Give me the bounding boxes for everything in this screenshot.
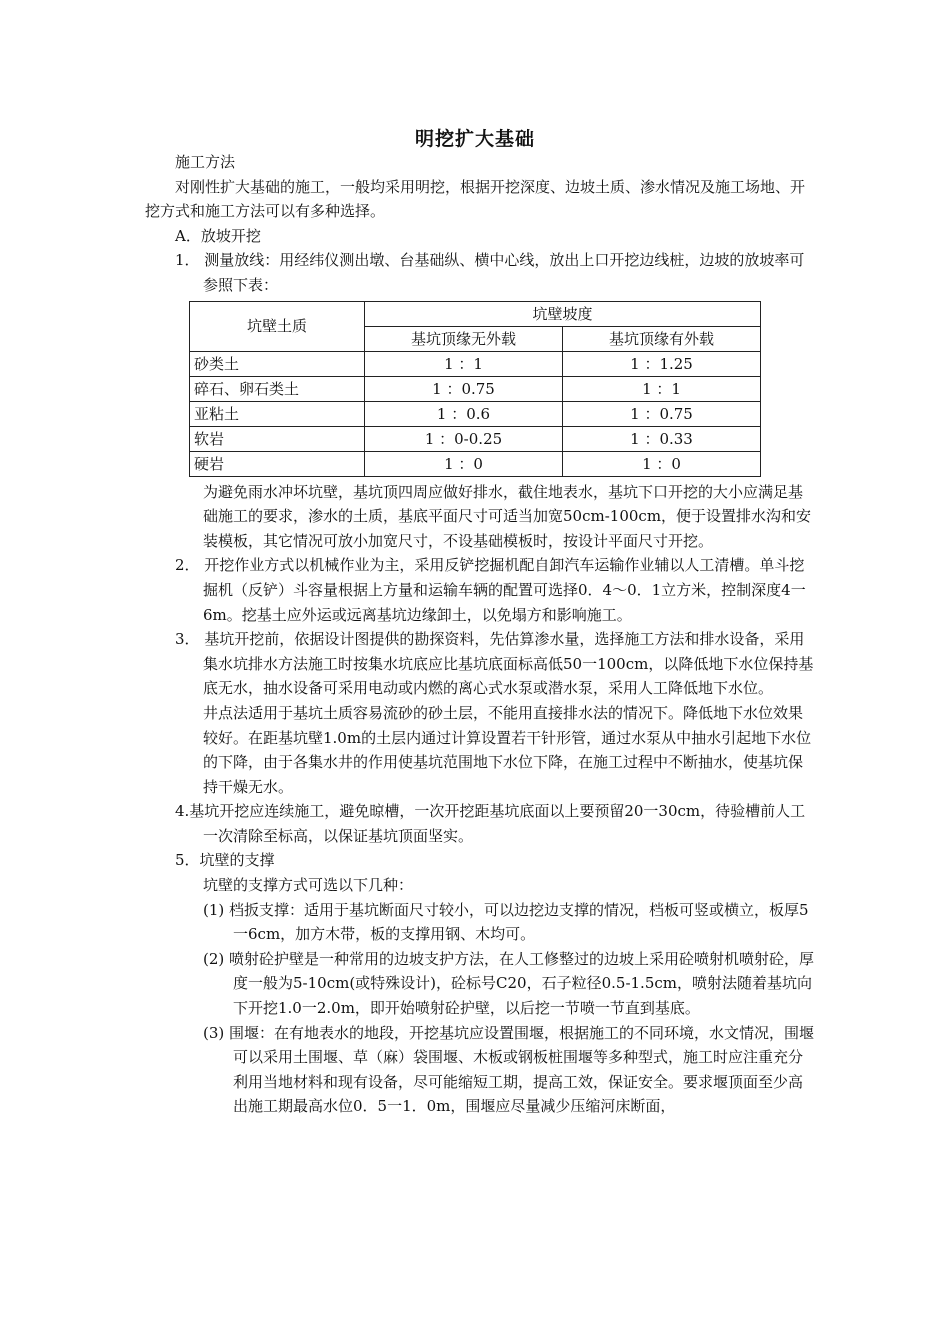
sub-item-1: (1) 档扳支撑：适用于基坑断面尺寸较小，可以边挖边支撑的情况，档板可竖或横立，板厚5一6cm，加方木带，板的支撑用钢、木均可。: [203, 900, 809, 944]
item-3-wellpoint: 井点法适用于基坑土质容易流砂的砂土层，不能用直接排水法的情况下。降低地下水位效果较好。在距基坑壁1.0m的土层内通过计算设置若干针形管，通过水泵从中抽水引起地下水位的下降，由于各集水井的作用使基坑范围地下水位下降，在施工过程中不断抽水，使基坑保持干燥无水。: [203, 703, 812, 796]
table-row: [190, 351, 761, 376]
table-cell-no-load: 1 ：0-0.25: [365, 426, 563, 451]
table-cell-no-load: 1 ：0: [365, 451, 563, 476]
table-cell-no-load: 1 ：1: [365, 351, 563, 376]
table-cell-with-load: 1 ：0.75: [563, 401, 761, 426]
table-cell-soil: 软岩: [190, 426, 365, 451]
table-header-no-load: 基坑顶缘无外载: [365, 326, 563, 351]
sub-item-3: (3) 围堰：在有地表水的地段，开挖基坑应设置围堰，根据施工的不同环境，水文情况，围堰可以采用土围堰、草（麻）袋围堰、木板或钢板桩围堰等多种型式，施工时应注重充分利用当地材料和现有设备，尽可能缩短工期，提高工效，保证安全。要求堰顶面至少高出施工期最高水位0．5一1．0m，围堰应尽量减少压缩河床断面，: [203, 1023, 815, 1116]
item-5: 5．坑壁的支撑: [175, 851, 275, 870]
table-header-slope: 坑壁坡度: [365, 301, 761, 326]
table-row: [190, 376, 761, 401]
slope-ratio-table: [189, 301, 761, 477]
table-cell-soil: 硬岩: [190, 451, 365, 476]
table-row: [190, 451, 761, 476]
table-cell-soil: 砂类土: [190, 351, 365, 376]
table-row: [190, 426, 761, 451]
table-cell-no-load: 1 ：0.75: [365, 376, 563, 401]
item-1-note: 为避免雨水冲坏坑壁，基坑顶四周应做好排水，截住地表水，基坑下口开挖的大小应满足基础施工的要求，渗水的土质，基底平面尺寸可适当加宽50cm-100cm，便于设置排水沟和安装模板，其它情况可放小加宽尺寸，不设基础模板时，按设计平面尺寸开挖。: [203, 482, 812, 550]
item-5-intro: 坑壁的支撑方式可选以下几种：: [203, 876, 414, 895]
table-header-row: [190, 301, 761, 326]
table-header-with-load: 基坑顶缘有外载: [563, 326, 761, 351]
item-4: 4.基坑开挖应连续施工，避免晾槽，一次开挖距基坑底面以上要预留20一30cm，待验槽前人工一次清除至标高，以保证基坑顶面坚实。: [175, 802, 806, 845]
item-1: 1． 测量放线：用经纬仪测出墩、台基础纵、横中心线，放出上口开挖边线桩，边坡的放坡率可参照下表：: [175, 251, 805, 294]
page-title: 明挖扩大基础: [414, 128, 535, 150]
intro-paragraph: 对刚性扩大基础的施工，一般均采用明挖，根据开挖深度、边坡土质、渗水情况及施工场地、开挖方式和施工方法可以有多种选择。: [145, 177, 806, 221]
table-cell-soil: 亚粘土: [190, 401, 365, 426]
item-3: 3． 基坑开挖前，依据设计图提供的勘探资料，先估算渗水量，选择施工方法和排水设备，采用集水坑排水方法施工时按集水坑底应比基坑底面标高低50一100cm，以降低地下水位保持基底无水，抽水设备可采用电动或内燃的离心式水泵或潜水泵，采用人工降低地下水位。: [175, 630, 814, 698]
table-cell-with-load: 1 ：1: [563, 376, 761, 401]
table-cell-with-load: 1 ：0.33: [563, 426, 761, 451]
table-header-soil: 坑壁土质: [190, 301, 365, 351]
section-heading-a: A．放坡开挖: [175, 226, 261, 245]
item-2: 2． 开挖作业方式以机械作业为主，采用反铲挖掘机配自卸汽车运输作业辅以人工清槽。单斗挖掘机（反铲）斗容量根据上方量和运输车辆的配置可选择0．4～0．1立方米，控制深度4一6m。挖基土应外运或远离基坑边缘卸土，以免塌方和影响施工。: [175, 556, 806, 624]
sub-item-2: (2) 喷射砼护壁是一种常用的边坡支护方法，在人工修整过的边坡上采用砼喷射机喷射砼，厚度一般为5-10cm(或特殊设计)，砼标号C20，石子粒径0.5-1.5cm，喷射法随着基坑向下开挖1.0一2.0m，即开始喷射砼护壁，以后挖一节喷一节直到基底。: [203, 949, 815, 1018]
table-cell-with-load: 1 ：1.25: [563, 351, 761, 376]
table-cell-no-load: 1 ：0.6: [365, 401, 563, 426]
table-cell-soil: 碎石、卵石类土: [190, 376, 365, 401]
table-row: [190, 401, 761, 426]
section-heading-method: 施工方法: [175, 153, 236, 171]
document-body: [145, 150, 815, 1119]
table-cell-with-load: 1 ：0: [563, 451, 761, 476]
